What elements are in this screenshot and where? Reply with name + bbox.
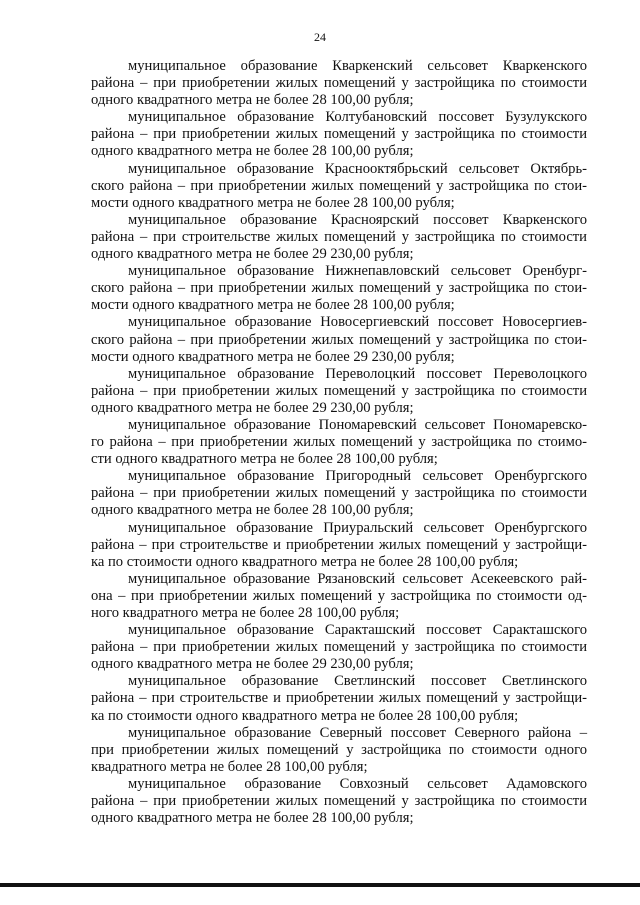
municipality-entry (91, 58, 587, 109)
entry-line: района – при строительстве жилых помещений у застройщика по стоимости (91, 228, 587, 245)
municipality-entry (91, 161, 587, 212)
municipality-entry (91, 571, 587, 622)
entry-line: муниципальное образование Светлинский поссовет Светлинского (128, 673, 587, 690)
entry-line: муниципальное образование Нижнепавловский сельсовет Оренбург- (128, 263, 587, 280)
entry-line: мости одного квадратного метра не более 29 230,00 рубля; (91, 348, 455, 365)
entry-line: ка по стоимости одного квадратного метра не более 28 100,00 рубля; (91, 553, 519, 570)
entry-line: района – при приобретении жилых помещений у застройщика по стоимости (91, 382, 587, 399)
document-body (91, 58, 587, 827)
municipality-entry (91, 263, 587, 314)
entry-line: одного квадратного метра не более 29 230,00 рубля; (91, 246, 414, 263)
entry-line: ного квадратного метра не более 28 100,00 рубля; (91, 605, 400, 621)
entry-line: муниципальное образование Саракташский поссовет Саракташского (128, 622, 587, 639)
entry-line: ского района – при приобретении жилых помещений у застройщика по стои- (91, 177, 587, 194)
municipality-entry (91, 366, 587, 417)
entry-line: го района – при приобретении жилых помещений у застройщика по стоимо- (91, 434, 587, 451)
entry-line: района – при приобретении жилых помещений у застройщика по стоимости (91, 126, 587, 143)
entry-line: квадратного метра не более 28 100,00 рубля; (91, 758, 368, 775)
entry-line: мости одного квадратного метра не более 28 100,00 рубля; (91, 194, 455, 211)
municipality-entry (91, 468, 587, 519)
municipality-entry (91, 520, 587, 571)
entry-line: муниципальное образование Пономаревский сельсовет Пономаревско- (128, 416, 587, 433)
entry-line: ского района – при приобретении жилых помещений у застройщика по стои- (91, 280, 587, 297)
entry-line: района – при строительстве и приобретении жилых помещений у застройщи- (91, 690, 587, 707)
entry-line: одного квадратного метра не более 28 100,00 рубля; (91, 810, 414, 827)
municipality-entry (91, 109, 587, 160)
municipality-entry (91, 673, 587, 724)
entry-line: ского района – при приобретении жилых помещений у застройщика по стои- (91, 331, 587, 348)
entry-line: мости одного квадратного метра не более 28 100,00 рубля; (91, 297, 455, 314)
entry-line: района – при приобретении жилых помещений у застройщика по стоимости (91, 639, 587, 656)
entry-line: муниципальное образование Красноярский поссовет Кваркенского (128, 211, 587, 228)
entry-line: муниципальное образование Колтубановский поссовет Бузулукского (128, 109, 587, 126)
entry-line: муниципальное образование Рязановский сельсовет Асекеевского рай- (128, 570, 587, 587)
municipality-entry (91, 725, 587, 776)
municipality-entry (91, 417, 587, 468)
municipality-entry (91, 212, 587, 263)
entry-line: муниципальное образование Краснооктябрьский сельсовет Октябрь- (128, 160, 587, 177)
entry-line: района – при приобретении жилых помещений у застройщика по стоимости (91, 793, 587, 810)
entry-line: муниципальное образование Переволоцкий поссовет Переволоцкого (128, 365, 587, 382)
municipality-entry (91, 622, 587, 673)
entry-line: одного квадратного метра не более 29 230,00 рубля; (91, 656, 414, 673)
entry-line: муниципальное образование Пригородный сельсовет Оренбургского (128, 468, 587, 485)
entry-line: района – при приобретении жилых помещений у застройщика по стоимости (91, 75, 587, 92)
entry-line: она – при приобретении жилых помещений у застройщика по стоимости од- (91, 587, 587, 604)
entry-line: муниципальное образование Кваркенский сельсовет Кваркенского (128, 58, 587, 74)
municipality-entry (91, 314, 587, 365)
page-number: 24 (314, 30, 326, 44)
entry-line: муниципальное образование Совхозный сельсовет Адамовского (128, 775, 587, 792)
entry-line: одного квадратного метра не более 28 100,00 рубля; (91, 92, 414, 109)
bottom-rule (0, 883, 640, 887)
entry-line: при приобретении жилых помещений у застройщика по стоимости одного (91, 741, 587, 758)
entry-line: одного квадратного метра не более 29 230,00 рубля; (91, 399, 414, 416)
entry-line: ка по стоимости одного квадратного метра не более 28 100,00 рубля; (91, 707, 519, 724)
entry-line: района – при строительстве и приобретении жилых помещений у застройщи- (91, 536, 587, 553)
entry-line: одного квадратного метра не более 28 100,00 рубля; (91, 143, 414, 160)
entry-line: сти одного квадратного метра не более 28 100,00 рубля; (91, 451, 438, 468)
entry-line: района – при приобретении жилых помещений у застройщика по стоимости (91, 485, 587, 502)
entry-line: муниципальное образование Новосергиевский поссовет Новосергиев- (128, 314, 587, 331)
entry-line: муниципальное образование Северный поссовет Северного района – (128, 724, 587, 741)
entry-line: одного квадратного метра не более 28 100,00 рубля; (91, 502, 414, 519)
entry-line: муниципальное образование Приуральский сельсовет Оренбургского (128, 519, 587, 536)
municipality-entry (91, 776, 587, 827)
